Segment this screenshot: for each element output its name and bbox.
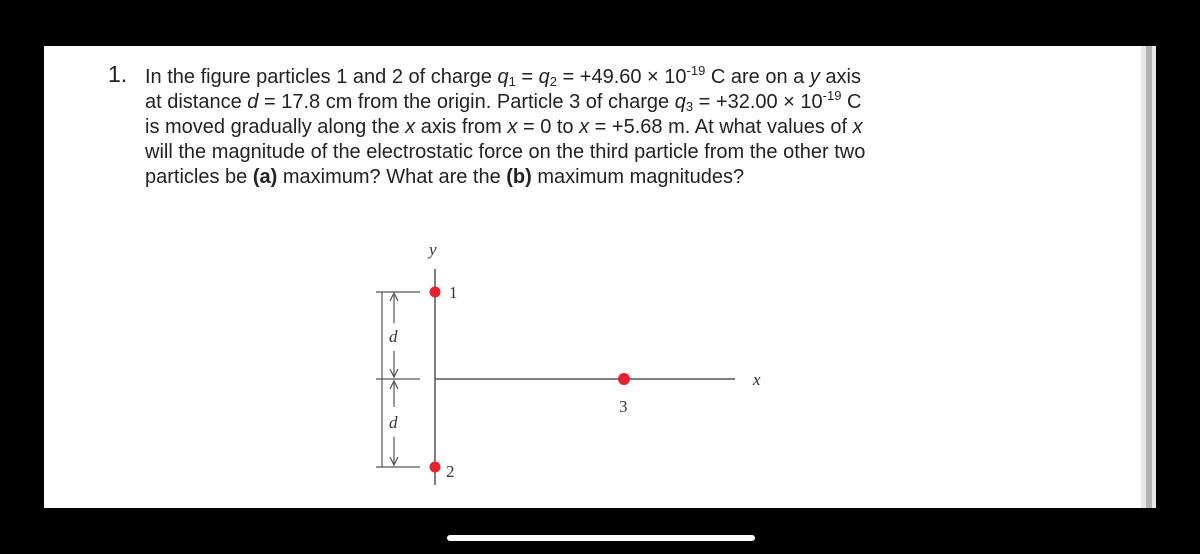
var-q: q <box>538 66 550 88</box>
part-b-label: (b) <box>506 166 532 188</box>
text: = <box>515 66 539 88</box>
var-y: y <box>809 66 820 88</box>
text: at distance <box>145 91 248 113</box>
charge-figure <box>360 235 780 495</box>
var-q: q <box>497 66 509 88</box>
particle-2-label: 2 <box>446 462 455 481</box>
particle-1 <box>430 287 441 298</box>
text: maximum? What are the <box>277 166 507 188</box>
problem-number: 1. <box>108 61 128 87</box>
text: C <box>841 91 862 113</box>
subscript: 2 <box>549 74 557 89</box>
scrollbar-thumb[interactable] <box>1146 46 1152 508</box>
problem-line-4: will the magnitude of the electrostatic force on the third particle from the other two <box>145 141 866 163</box>
exponent: -19 <box>686 63 706 78</box>
var-x: x <box>405 116 416 138</box>
particle-3 <box>618 373 630 385</box>
problem-line-5 <box>145 165 744 190</box>
x-axis-label: x <box>753 370 761 389</box>
problem-line-2 <box>145 90 861 115</box>
distance-d-top: d <box>389 327 398 346</box>
var-d: d <box>247 91 259 113</box>
particle-2 <box>430 462 441 473</box>
var-q: q <box>674 91 686 113</box>
y-axis-label: y <box>429 240 437 259</box>
text: = 0 to <box>517 116 580 138</box>
text: = +5.68 m. At what values of <box>589 116 853 138</box>
problem-line-1 <box>145 65 861 90</box>
text: is moved gradually along the <box>145 116 406 138</box>
var-x: x <box>579 116 590 138</box>
subscript: 3 <box>685 99 694 114</box>
var-x: x <box>852 116 863 138</box>
part-a-label: (a) <box>252 166 278 188</box>
var-x: x <box>507 116 518 138</box>
text: C are on a <box>705 66 810 88</box>
text: maximum magnitudes? <box>531 166 745 188</box>
problem-line-3 <box>145 115 863 140</box>
text: = +49.60 × 10 <box>556 66 687 88</box>
text: = +32.00 × 10 <box>693 91 823 113</box>
text: particles be <box>145 166 253 188</box>
particle-1-label: 1 <box>449 283 458 302</box>
text: = 17.8 cm from the origin. Particle 3 of charge <box>258 91 675 113</box>
particle-3-label: 3 <box>619 397 628 416</box>
text: axis from <box>415 116 508 138</box>
subscript: 1 <box>508 74 516 89</box>
text: In the figure particles 1 and 2 of charge <box>145 66 498 88</box>
home-indicator[interactable] <box>447 535 755 541</box>
exponent: -19 <box>822 88 842 103</box>
distance-markers <box>376 292 420 467</box>
text: axis <box>819 66 861 88</box>
distance-d-bottom: d <box>389 413 398 432</box>
